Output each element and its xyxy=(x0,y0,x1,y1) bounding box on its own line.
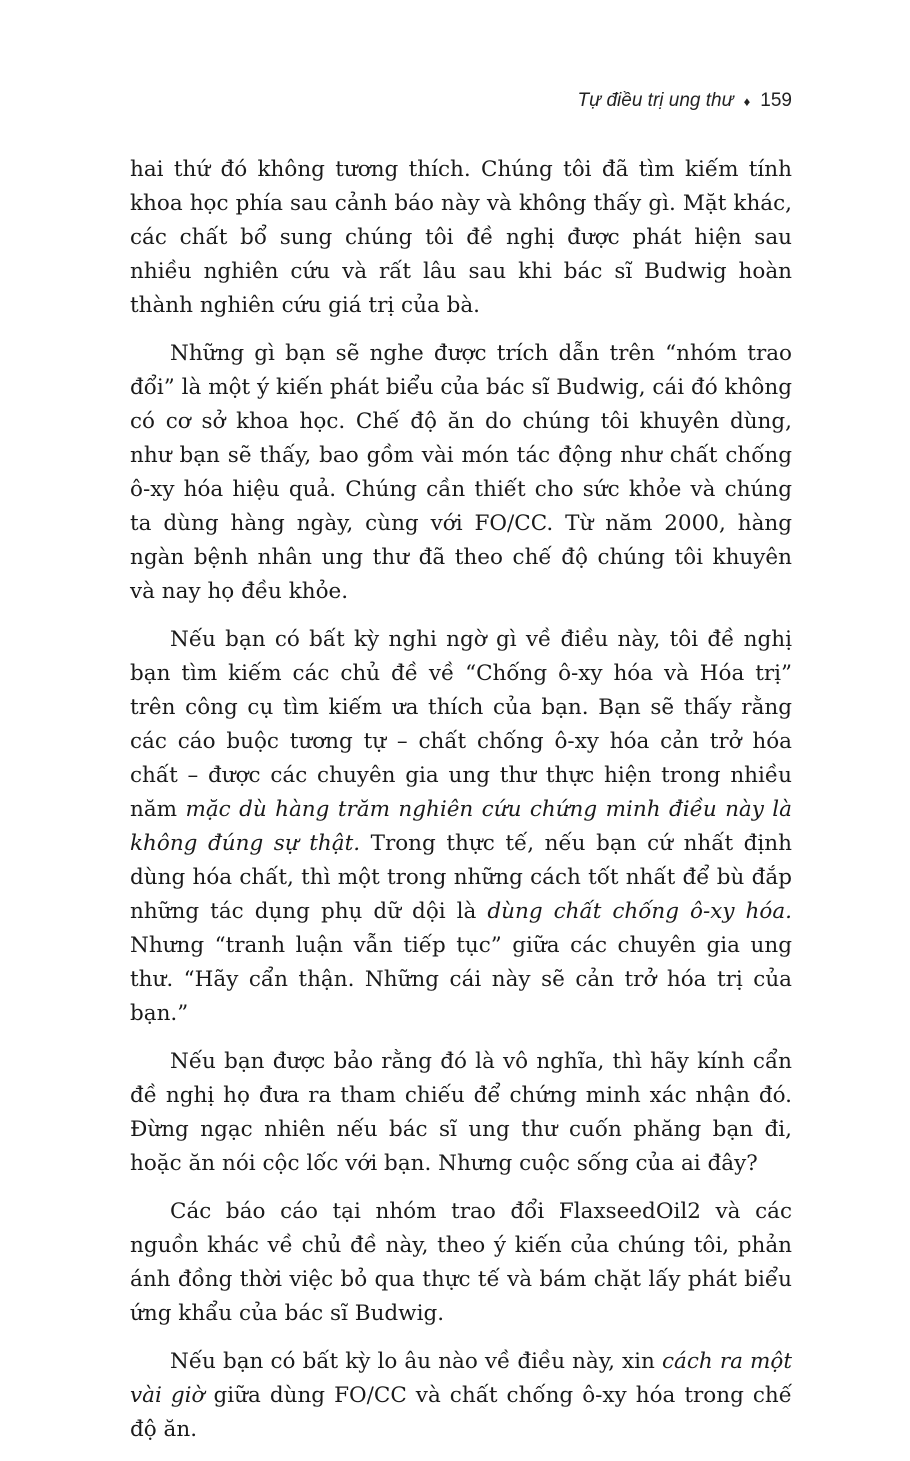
paragraph-6 xyxy=(130,1345,792,1447)
text-run: Trong thực tế, nếu bạn cứ nhất định dùng hóa chất, thì một trong những cách tốt nhất để bù đắp những tác dụng phụ dữ dội là xyxy=(130,831,792,924)
paragraph-3 xyxy=(130,623,792,1031)
body-text xyxy=(130,153,792,1461)
paragraph-4: Nếu bạn được bảo rằng đó là vô nghĩa, thì hãy kính cẩn đề nghị họ đưa ra tham chiếu để chứng minh xác nhận đó. Đừng ngạc nhiên nếu bác sĩ ung thư cuốn phăng bạn đi, hoặc ăn nói cộc lốc với bạn. Nhưng cuộc sống của ai đây? xyxy=(130,1049,792,1176)
paragraph-1: hai thứ đó không tương thích. Chúng tôi đã tìm kiếm tính khoa học phía sau cảnh báo này và không thấy gì. Mặt khác, các chất bổ sung chúng tôi đề nghị được phát hiện sau nhiều nghiên cứu và rất lâu sau khi bác sĩ Budwig hoàn thành nghiên cứu giá trị của bà. xyxy=(130,157,792,318)
text-run: giữa dùng FO/CC và chất chống ô-xy hóa trong chế độ ăn. xyxy=(130,1383,792,1442)
italic-run: mặc dù hàng trăm nghiên cứu chứng minh điều này là không đúng sự thật. xyxy=(130,797,792,856)
page-number: 159 xyxy=(760,90,792,111)
text-run: Nếu bạn có bất kỳ lo âu nào về điều này, xin xyxy=(170,1349,662,1374)
diamond-separator-icon: ♦ xyxy=(743,93,751,109)
text-run: Nhưng “tranh luận vẫn tiếp tục” giữa các chuyên gia ung thư. “Hãy cẩn thận. Những cái này sẽ cản trở hóa trị của bạn.” xyxy=(130,933,792,1026)
paragraph-5: Các báo cáo tại nhóm trao đổi FlaxseedOil2 và các nguồn khác về chủ đề này, theo ý kiến của chúng tôi, phản ánh đồng thời việc bỏ qua thực tế và bám chặt lấy phát biểu ứng khẩu của bác sĩ Budwig. xyxy=(130,1199,792,1326)
paragraph-2: Những gì bạn sẽ nghe được trích dẫn trên “nhóm trao đổi” là một ý kiến phát biểu của bác sĩ Budwig, cái đó không có cơ sở khoa học. Chế độ ăn do chúng tôi khuyên dùng, như bạn sẽ thấy, bao gồm vài món tác động như chất chống ô-xy hóa hiệu quả. Chúng cần thiết cho sức khỏe và chúng ta dùng hàng ngày, cùng với FO/CC. Từ năm 2000, hàng ngàn bệnh nhân ung thư đã theo chế độ chúng tôi khuyên và nay họ đều khỏe. xyxy=(130,341,792,604)
italic-run: dùng chất chống ô-xy hóa. xyxy=(487,899,792,924)
italic-run: cách ra một vài giờ xyxy=(130,1349,793,1408)
text-run: Nếu bạn có bất kỳ nghi ngờ gì về điều này, tôi đề nghị bạn tìm kiếm các chủ đề về “Chống ô-xy hóa và Hóa trị” trên công cụ tìm kiếm ưa thích của bạn. Bạn sẽ thấy rằng các cáo buộc tương tự – chất chống ô-xy hóa cản trở hóa chất – được các chuyên gia ung thư thực hiện trong nhiều năm xyxy=(130,627,792,822)
running-header xyxy=(578,90,792,112)
running-title: Tự điều trị ung thư xyxy=(577,90,734,111)
